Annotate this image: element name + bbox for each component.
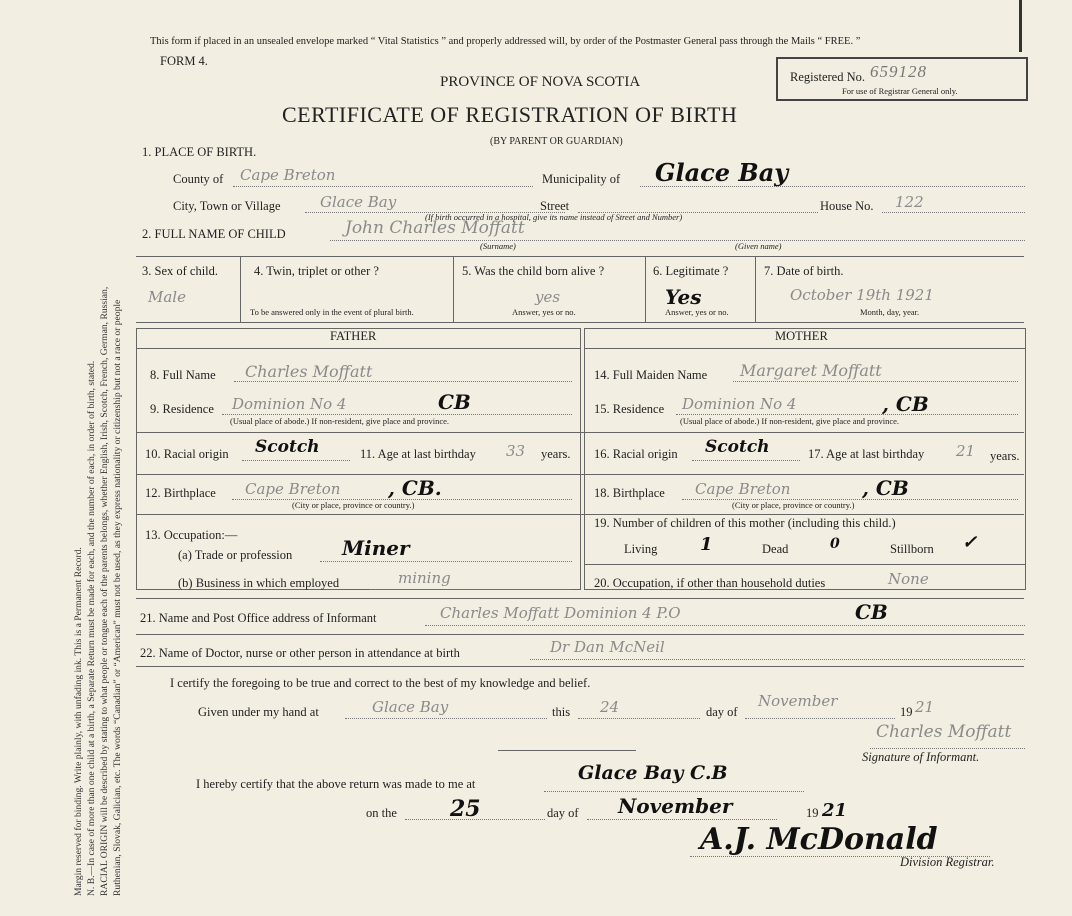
margin-note-1: Margin reserved for binding. Write plainly, with unfading ink. This is a Permanent Record. [73, 547, 84, 896]
this-day: 24 [600, 698, 620, 716]
father-age-label: 11. Age at last birthday [360, 447, 476, 461]
form-number: FORM 4. [160, 54, 208, 68]
mother-racial-label: 16. Racial origin [594, 447, 678, 461]
legitimate-label: 6. Legitimate ? [653, 264, 729, 278]
county-label: County of [173, 172, 224, 186]
registrar-day: 25 [450, 796, 481, 822]
twin-note: To be answered only in the event of plural birth. [250, 307, 414, 317]
postal-note: This form if placed in an unsealed envelope marked “ Vital Statistics ” and properly addressed will, by order of the Postmaster General pass through the Mails “ FREE. ” [150, 36, 861, 47]
father-age-value: 33 [506, 442, 526, 460]
father-name-value: Charles Moffatt [245, 362, 373, 381]
registered-value: 659128 [870, 62, 927, 81]
county-value: Cape Breton [240, 166, 336, 184]
father-racial-value: Scotch [255, 437, 320, 457]
certify-month: November [758, 692, 838, 710]
registrar-year: 21 [822, 800, 848, 821]
mother-occupation-value: None [888, 570, 929, 588]
mother-residence-ink: , CB [882, 392, 929, 416]
mother-age-value: 21 [956, 442, 976, 460]
doctor-label: 22. Name of Doctor, nurse or other person in attendance at birth [140, 646, 460, 660]
father-heading: FATHER [330, 329, 377, 343]
given-name-note: (Given name) [735, 241, 782, 251]
father-racial-label: 10. Racial origin [145, 447, 229, 461]
informant-ink: CB [855, 600, 888, 624]
municipality-label: Municipality of [542, 172, 621, 186]
dob-note: Month, day, year. [860, 307, 920, 317]
registrar-label: Division Registrar. [900, 855, 995, 869]
alive-value: yes [535, 288, 561, 306]
father-birthplace-label: 12. Birthplace [145, 486, 216, 500]
signature-label: Signature of Informant. [862, 750, 980, 764]
place-of-birth-label: 1. PLACE OF BIRTH. [142, 145, 257, 159]
margin-note-3: RACIAL ORIGIN will be described by stating to what people or tongue each of the parents belongs, whether English, Irish, Scotch, French, German, Russian, [99, 286, 110, 896]
child-name-value: John Charles Moffatt [345, 218, 525, 238]
dead-label: Dead [762, 542, 789, 556]
mother-occupation-label: 20. Occupation, if other than household duties [594, 576, 826, 590]
mother-birthplace-ink: , CB [862, 476, 909, 500]
dob-label: 7. Date of birth. [764, 264, 844, 278]
occupation-label: 13. Occupation:— [145, 528, 238, 542]
business-label: (b) Business in which employed [178, 576, 340, 590]
stillborn-label: Stillborn [890, 542, 934, 556]
this-label: this [552, 705, 571, 719]
mother-residence-label: 15. Residence [594, 402, 665, 416]
certificate-subtitle: (BY PARENT OR GUARDIAN) [490, 136, 623, 147]
sex-value: Male [148, 288, 186, 306]
mother-residence-note: (Usual place of abode.) If non-resident, give place and province. [680, 416, 900, 426]
father-birthplace-note: (City or place, province or country.) [292, 500, 415, 510]
stillborn-value: ✓ [962, 532, 978, 553]
given-place: Glace Bay [372, 698, 449, 716]
trade-value: Miner [342, 536, 410, 560]
child-name-label: 2. FULL NAME OF CHILD [142, 227, 286, 241]
informant-value: Charles Moffatt Dominion 4 P.O [440, 604, 681, 622]
registered-label: Registered No. [790, 70, 865, 84]
mother-birthplace-note: (City or place, province or country.) [732, 500, 855, 510]
father-residence-value: Dominion No 4 [232, 395, 347, 413]
certify-year: 21 [915, 698, 935, 716]
registrar-signature: A.J. McDonald [700, 822, 938, 857]
registrar-year-prefix: 19 [806, 806, 819, 820]
house-label: House No. [820, 199, 874, 213]
surname-note: (Surname) [480, 241, 516, 251]
dob-value: October 19th 1921 [790, 286, 934, 304]
house-value: 122 [895, 193, 924, 211]
province-heading: PROVINCE OF NOVA SCOTIA [440, 74, 641, 90]
living-label: Living [624, 542, 658, 556]
father-name-label: 8. Full Name [150, 368, 216, 382]
father-residence-note: (Usual place of abode.) If non-resident, give place and province. [230, 416, 450, 426]
registrar-place: Glace Bay C.B [578, 762, 728, 784]
registrar-note: For use of Registrar General only. [842, 86, 958, 96]
city-value: Glace Bay [320, 193, 397, 211]
mother-racial-value: Scotch [705, 437, 770, 457]
mother-name-label: 14. Full Maiden Name [594, 368, 708, 382]
margin-note-2: N. B.—In case of more than one child at a birth, a Separate Return must be made for each, and the number of each, in order of birth, stated. [86, 360, 97, 896]
street-label: Street [540, 199, 570, 213]
mother-residence-value: Dominion No 4 [682, 395, 797, 413]
ink-mark [1019, 0, 1022, 52]
informant-label: 21. Name and Post Office address of Informant [140, 611, 377, 625]
mother-years: years. [990, 449, 1020, 463]
children-label: 19. Number of children of this mother (including this child.) [594, 516, 896, 530]
certify-day-of-label: day of [706, 705, 738, 719]
trade-label: (a) Trade or profession [178, 548, 293, 562]
certificate-title: CERTIFICATE OF REGISTRATION OF BIRTH [282, 102, 738, 127]
father-years: years. [541, 447, 571, 461]
informant-signature: Charles Moffatt [876, 722, 1012, 742]
on-the-label: on the [366, 806, 397, 820]
legitimate-value: Yes [665, 285, 702, 309]
sex-label: 3. Sex of child. [142, 264, 219, 278]
mother-name-value: Margaret Moffatt [740, 361, 882, 380]
margin-notes [72, 0, 124, 916]
given-label: Given under my hand at [198, 705, 319, 719]
municipality-value: Glace Bay [655, 158, 789, 187]
mother-heading: MOTHER [775, 329, 828, 343]
legitimate-note: Answer, yes or no. [665, 307, 729, 317]
father-residence-label: 9. Residence [150, 402, 214, 416]
father-residence-ink: CB [438, 390, 471, 414]
registrar-month: November [618, 794, 733, 818]
margin-note-4: Ruthenian, Slovak, Galician, etc. The words “Canadian” or “American” must not be used, as they express nationality or citizenship but not a race or people [112, 299, 123, 896]
doctor-value: Dr Dan McNeil [550, 638, 665, 656]
business-value: mining [398, 569, 451, 587]
hospital-note: (If birth occurred in a hospital, give its name instead of Street and Number) [425, 212, 683, 222]
mother-age-label: 17. Age at last birthday [808, 447, 925, 461]
living-value: 1 [700, 534, 713, 555]
certify-year-prefix: 19 [900, 705, 913, 719]
mother-birthplace-value: Cape Breton [695, 480, 791, 498]
registrar-text: I hereby certify that the above return was made to me at [196, 777, 476, 791]
certify-text: I certify the foregoing to be true and correct to the best of my knowledge and belief. [170, 676, 591, 690]
mother-birthplace-label: 18. Birthplace [594, 486, 665, 500]
father-birthplace-ink: , CB. [388, 476, 442, 500]
registrar-day-of-label: day of [547, 806, 579, 820]
alive-label: 5. Was the child born alive ? [462, 264, 605, 278]
city-label: City, Town or Village [173, 199, 281, 213]
twin-label: 4. Twin, triplet or other ? [254, 264, 379, 278]
dead-value: 0 [830, 536, 840, 552]
alive-note: Answer, yes or no. [512, 307, 576, 317]
father-birthplace-value: Cape Breton [245, 480, 341, 498]
